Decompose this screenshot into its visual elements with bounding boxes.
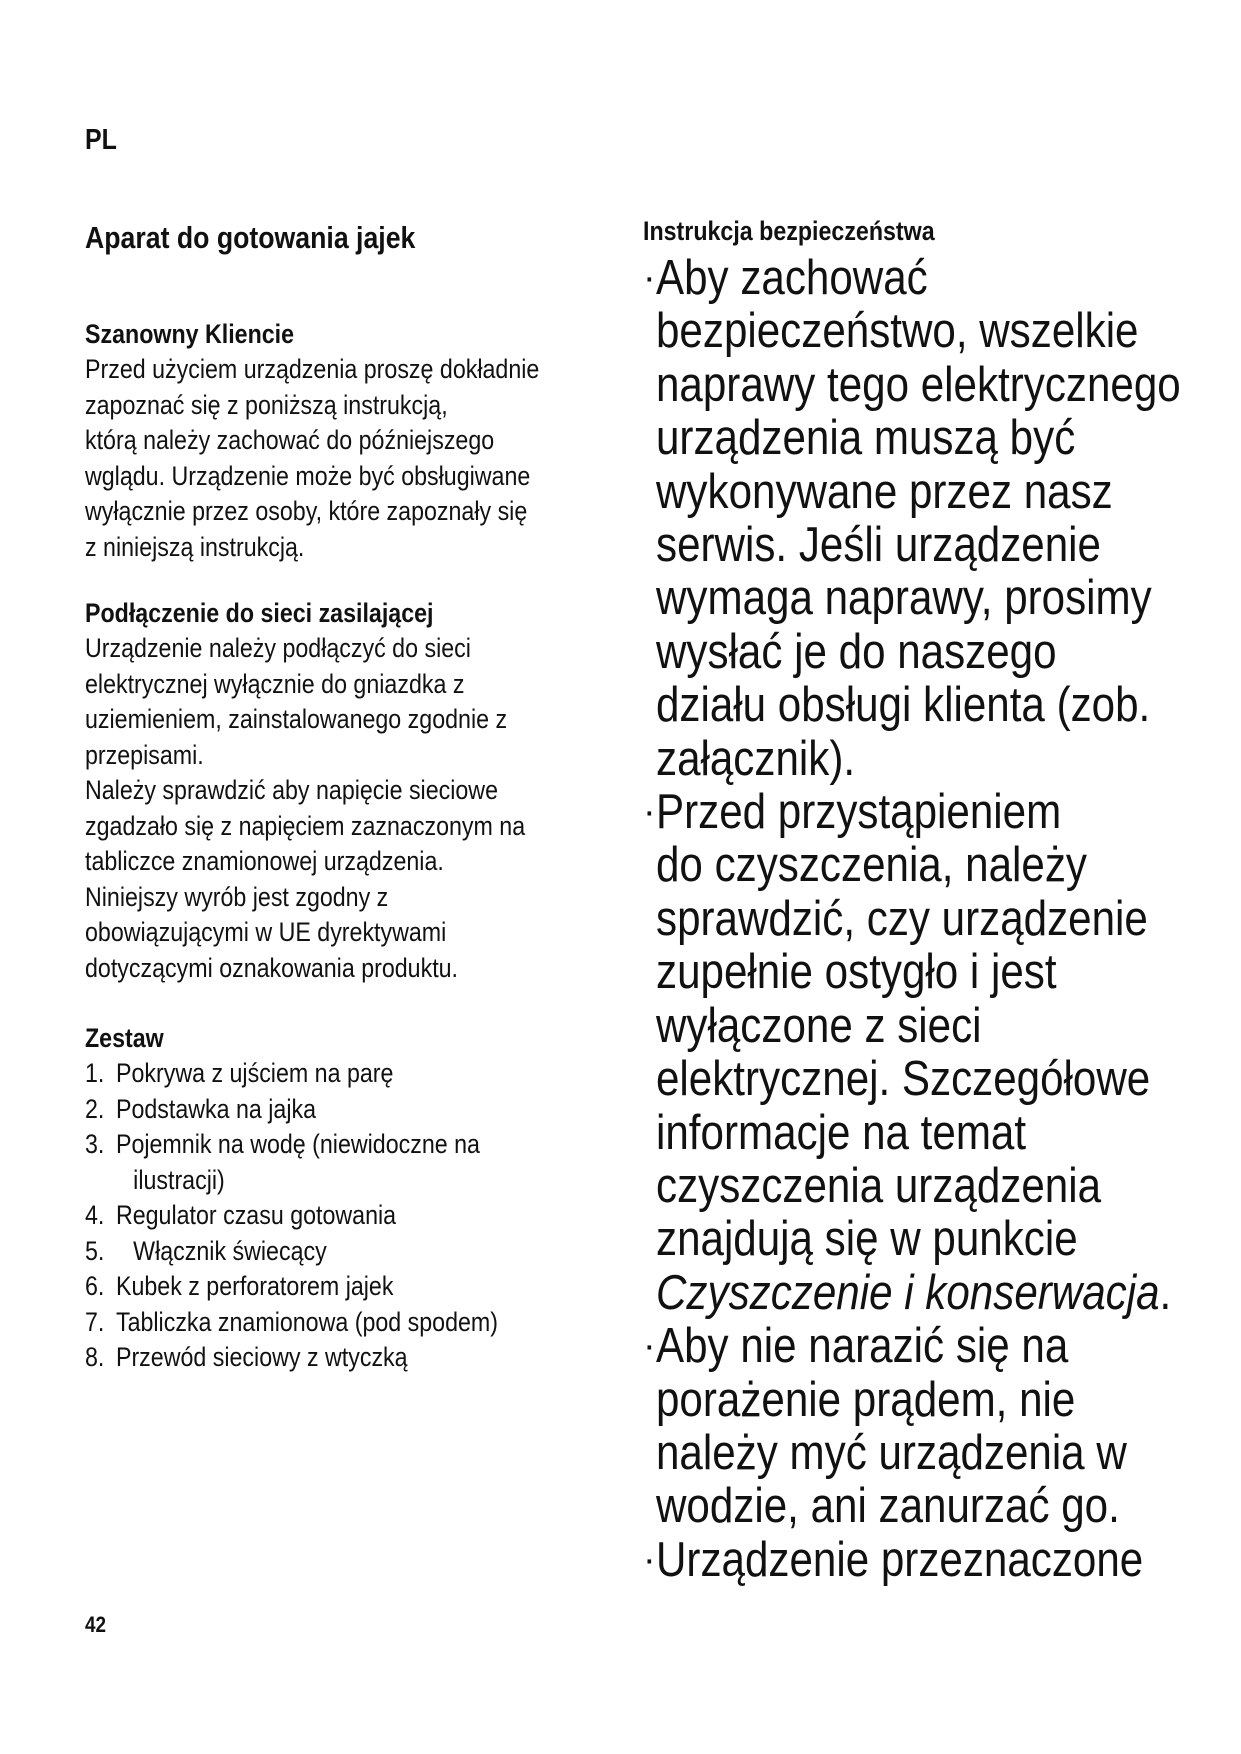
set-heading: Zestaw xyxy=(85,1023,164,1053)
power-paragraph xyxy=(85,631,645,986)
safety-bullet xyxy=(643,252,1203,786)
text-line: zupełnie ostygło i jest xyxy=(655,945,1057,1000)
safety-heading: Instrukcja bezpieczeństwa xyxy=(643,216,935,246)
text-line: działu obsługi klienta (zob. xyxy=(655,678,1150,733)
text-line: zapoznać się z poniższą instrukcją, xyxy=(85,389,448,420)
list-item: 6. Kubek z perforatorem jajek xyxy=(85,1271,394,1301)
page-number: 42 xyxy=(85,1612,107,1637)
text-line: informacje na temat xyxy=(655,1105,1026,1160)
text-line: tabliczce znamionowej urządzenia. xyxy=(85,846,444,876)
text-line: z niniejszą instrukcją. xyxy=(85,531,305,562)
list-item: 2. Podstawka na jajka xyxy=(85,1093,317,1124)
text-line: naprawy tego elektrycznego xyxy=(655,357,1181,412)
right-column xyxy=(643,214,1203,1587)
bullet-icon: · xyxy=(643,257,656,299)
left-column xyxy=(85,218,645,1376)
text-line: obowiązującymi w UE dyrektywami xyxy=(85,917,447,947)
text-line: urządzenia muszą być xyxy=(655,411,1075,466)
text-line: zgadzało się z napięciem zaznaczonym na xyxy=(85,810,526,841)
text-line: Aby nie narazić się na xyxy=(655,1319,1068,1374)
text-line: przepisami. xyxy=(85,739,204,770)
text-line: bezpieczeństwo, wszelkie xyxy=(655,304,1139,359)
text-line: załącznik). xyxy=(655,731,855,786)
text-line: dotyczącymi oznakowania produktu. xyxy=(85,952,459,983)
text-line: Aby zachować xyxy=(655,251,928,305)
text-line: wglądu. Urządzenie może być obsługiwane xyxy=(85,460,531,491)
language-code: PL xyxy=(85,124,117,156)
list-item: 4. Regulator czasu gotowania xyxy=(85,1200,397,1230)
text-line: wyłączone z sieci xyxy=(655,998,982,1053)
safety-bullet xyxy=(643,1534,1203,1587)
list-item: 8. Przewód sieciowy z wtyczką xyxy=(85,1342,408,1372)
list-item-continuation: ilustracji) xyxy=(133,1164,225,1195)
list-item: 3. Pojemnik na wodę (niewidoczne na xyxy=(85,1129,480,1159)
text-line: elektrycznej. Szczegółowe xyxy=(655,1052,1150,1107)
text-line: Urządzenie należy podłączyć do sieci xyxy=(85,633,471,663)
text-line: należy myć urządzenia w xyxy=(655,1425,1127,1480)
text-line: wodzie, ani zanurzać go. xyxy=(655,1479,1120,1534)
text-line: którą należy zachować do późniejszego xyxy=(85,425,495,455)
text-line: porażenie prądem, nie xyxy=(655,1372,1075,1427)
power-heading: Podłączenie do sieci zasilającej xyxy=(85,598,434,628)
text-line: elektrycznej wyłącznie do gniazdka z xyxy=(85,668,465,699)
page-title: Aparat do gotowania jajek xyxy=(85,220,416,255)
text-line: sprawdzić, czy urządzenie xyxy=(655,891,1148,946)
text-line: wyłącznie przez osoby, które zapoznały się xyxy=(85,496,528,526)
text-line: do czyszczenia, należy xyxy=(655,838,1087,893)
text-line: uziemieniem, zainstalowanego zgodnie z xyxy=(85,704,508,734)
set-list xyxy=(85,1056,645,1376)
safety-bullet xyxy=(643,1320,1203,1534)
customer-heading: Szanowny Kliencie xyxy=(85,319,295,349)
text-line: wykonywane przez nasz xyxy=(655,464,1113,519)
bullet-icon: · xyxy=(643,1538,656,1581)
text-line: wysłać je do naszego xyxy=(655,624,1057,679)
italic-reference: Czyszczenie i konserwacja xyxy=(655,1265,1160,1320)
text-line: . xyxy=(1159,1265,1171,1320)
text-line: serwis. Jeśli urządzenie xyxy=(655,518,1101,573)
customer-paragraph xyxy=(85,352,645,565)
text-line: wymaga naprawy, prosimy xyxy=(655,571,1152,626)
bullet-icon: · xyxy=(643,1325,656,1368)
safety-bullet xyxy=(643,786,1203,1320)
text-line: Należy sprawdzić aby napięcie sieciowe xyxy=(85,775,499,805)
text-line: znajdują się w punkcie xyxy=(655,1212,1078,1267)
list-item: 1. Pokrywa z ujściem na parę xyxy=(85,1058,394,1088)
list-item: 5. Włącznik świecący xyxy=(85,1235,327,1266)
list-item: 7. Tabliczka znamionowa (pod spodem) xyxy=(85,1306,499,1337)
text-line: Niniejszy wyrób jest zgodny z xyxy=(85,881,389,912)
text-line: Przed użyciem urządzenia proszę dokładnie xyxy=(85,354,540,384)
bullet-icon: · xyxy=(643,791,656,834)
text-line: Urządzenie przeznaczone xyxy=(655,1532,1143,1587)
text-line: Przed przystąpieniem xyxy=(655,785,1061,840)
text-line: czyszczenia urządzenia xyxy=(655,1158,1101,1213)
